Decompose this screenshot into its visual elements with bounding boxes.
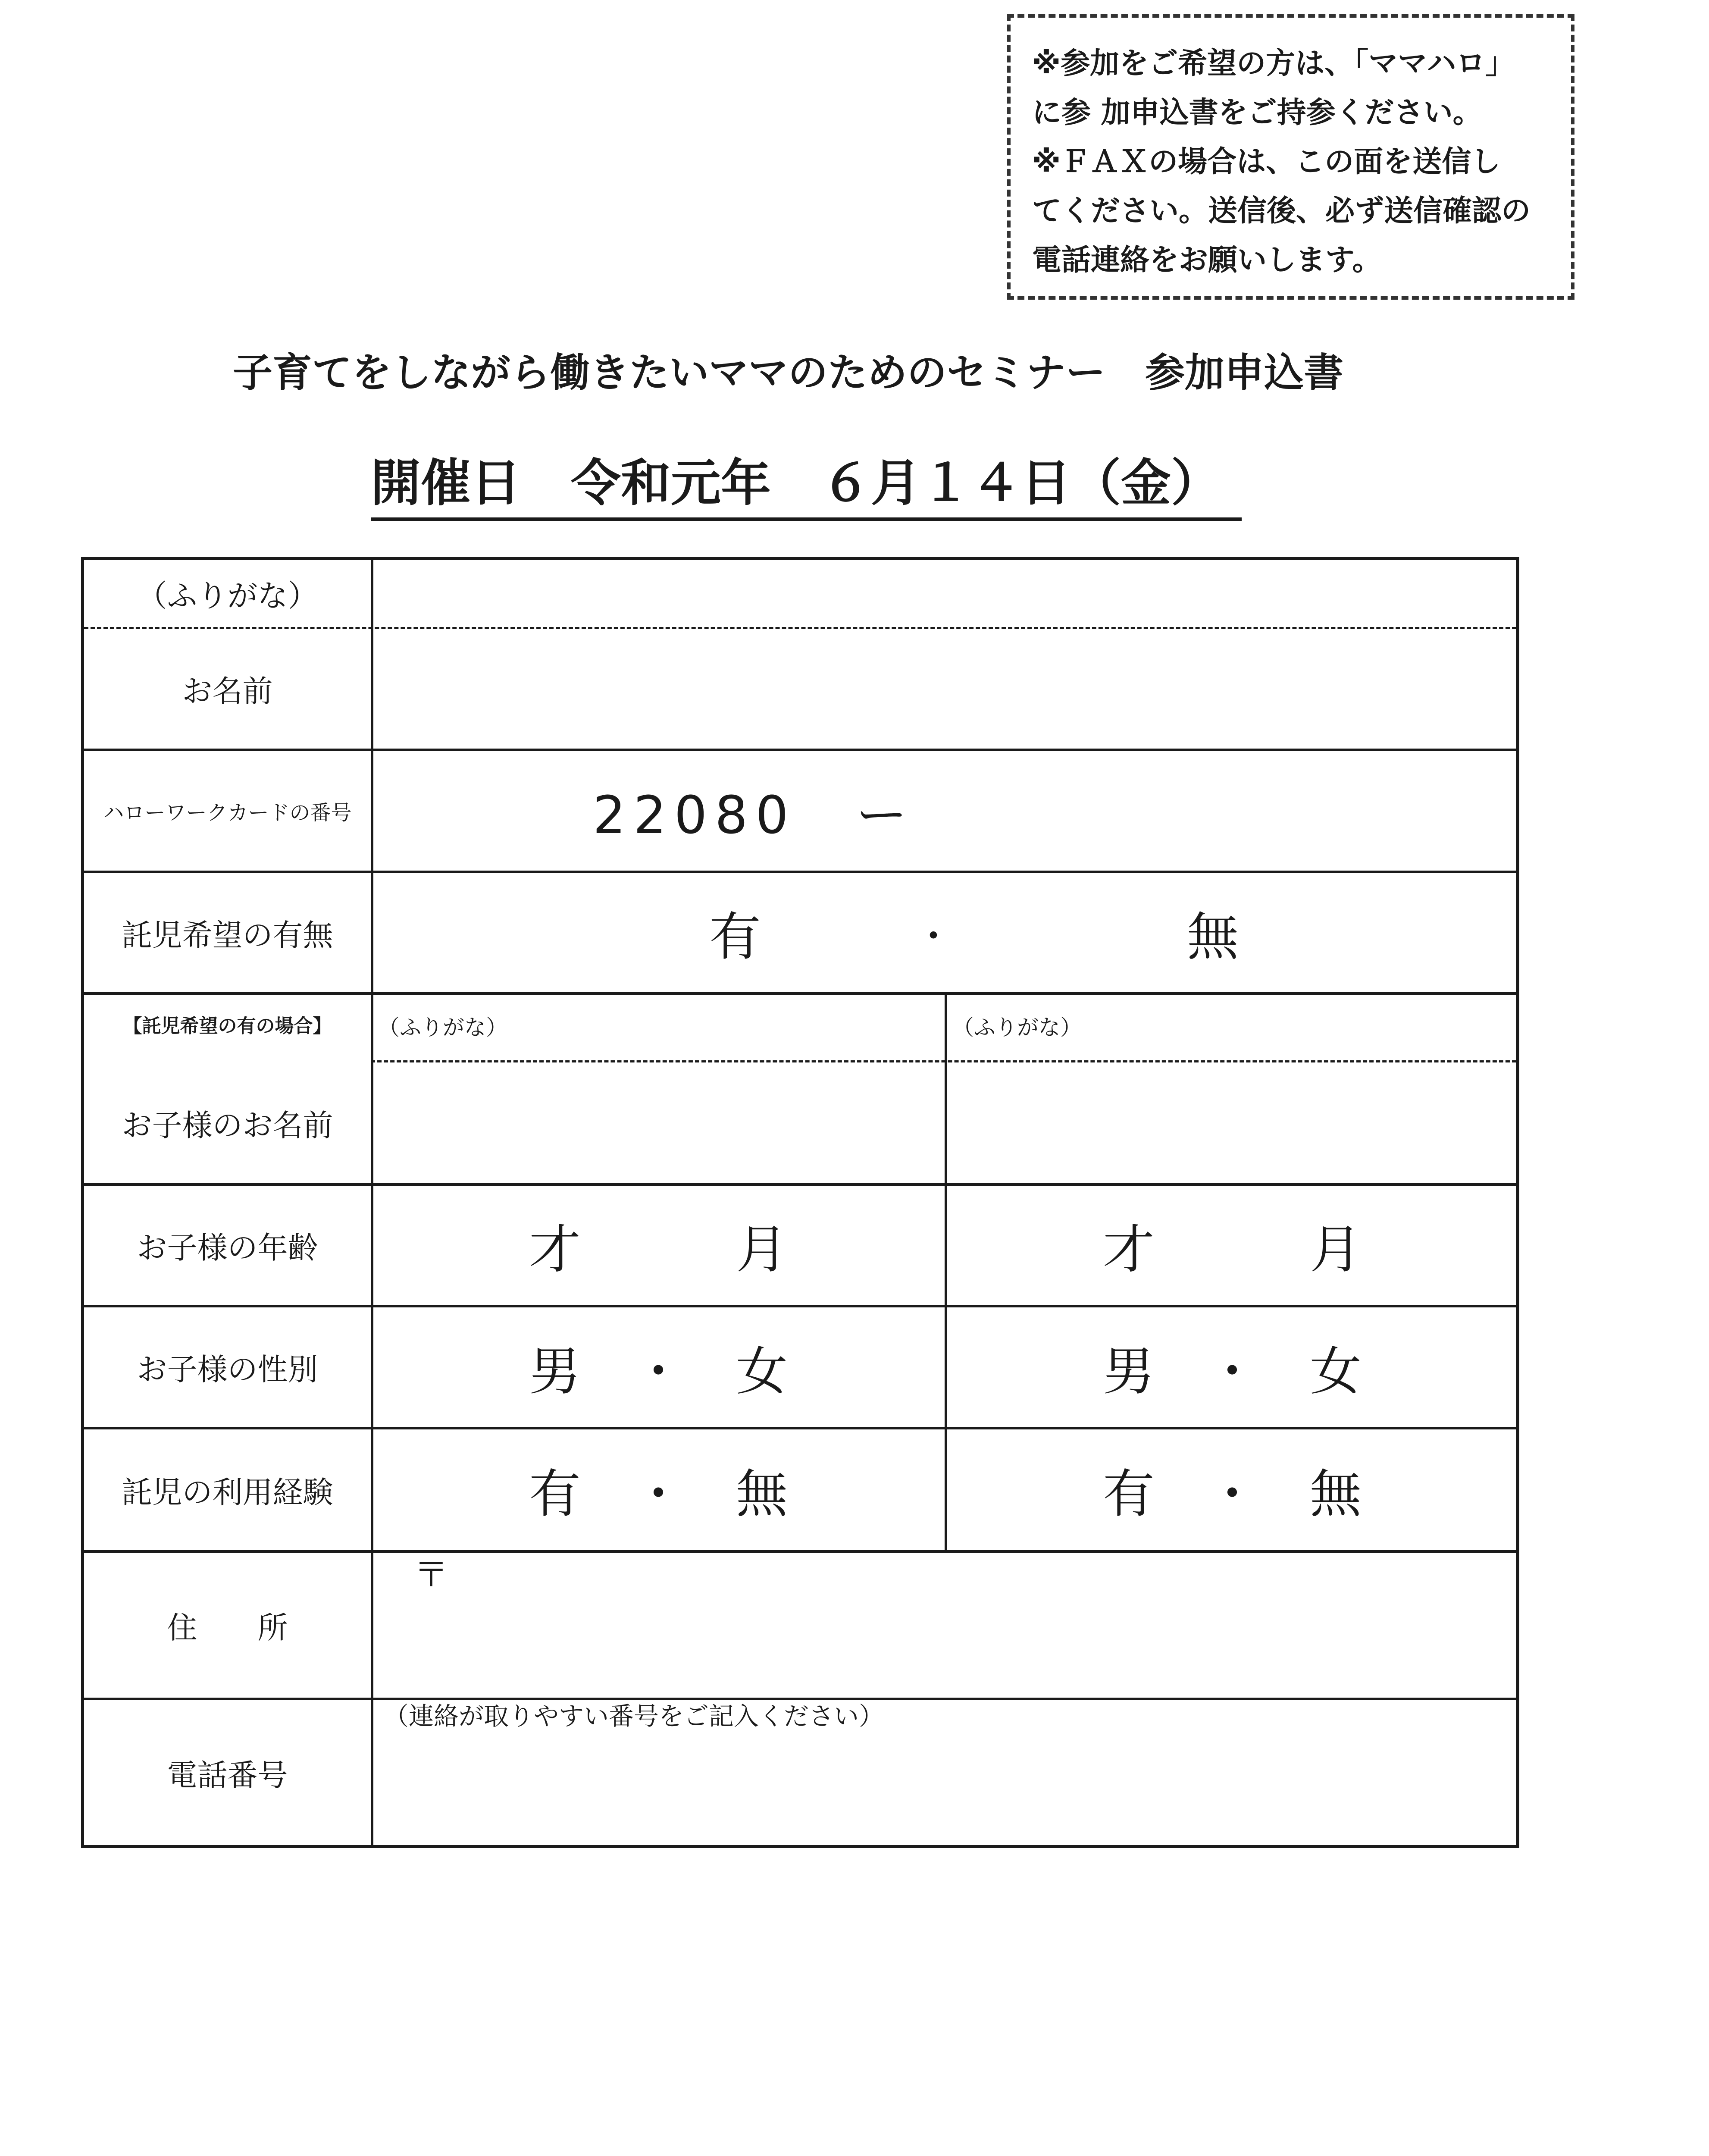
notice-line: 電話連絡をお願いします。 — [1032, 243, 1382, 277]
childcare-experience-label: 託児の利用経験 — [122, 1474, 333, 1510]
child-name-label: お子様のお名前 — [122, 1107, 333, 1143]
name-label: お名前 — [182, 674, 273, 709]
child-2-experience-field[interactable]: 有 ・ 無 — [1103, 1464, 1362, 1524]
address-input-area[interactable] — [374, 1595, 1516, 1698]
child-1-name-input-area[interactable] — [374, 1062, 943, 1183]
card-number-value[interactable]: 22080 ー — [593, 785, 915, 846]
child-2-age-field[interactable]: 才 月 — [1103, 1220, 1362, 1280]
child-column-divider — [945, 995, 947, 1553]
child-1-gender-field[interactable]: 男 ・ 女 — [529, 1341, 788, 1402]
notice-line: てください。送信後、必ず送信確認の — [1032, 194, 1531, 228]
furigana-label: （ふりがな） — [137, 578, 318, 614]
phone-label: 電話番号 — [167, 1757, 288, 1793]
phone-input-area[interactable] — [374, 1733, 1516, 1845]
event-date: 開催日 令和元年 ６月１４日（金） — [371, 451, 1242, 521]
child-2-gender-field[interactable]: 男 ・ 女 — [1103, 1341, 1362, 1402]
label-column-divider — [371, 560, 373, 1845]
child-age-label: お子様の年齢 — [137, 1230, 318, 1266]
furigana-input-area[interactable] — [374, 560, 1516, 627]
childcare-wish-label: 託児希望の有無 — [122, 917, 333, 953]
postal-mark-icon: 〒 — [414, 1554, 448, 1595]
notice-line: に参 加申込書をご持参ください。 — [1032, 96, 1482, 130]
child-1-furigana-hint: （ふりがな） — [378, 1015, 507, 1040]
child-2-furigana-hint: （ふりがな） — [952, 1015, 1082, 1040]
childcare-separator: ・ — [914, 914, 953, 959]
childcare-yes-option[interactable]: 有 — [709, 907, 761, 967]
application-form — [81, 557, 1519, 1848]
form-title: 子育てをしながら働きたいママのためのセミナー 参加申込書 — [233, 350, 1344, 396]
notice-line: ※参加をご希望の方は、「ママハロ」 — [1032, 47, 1515, 81]
notice-line: ※ＦＡＸの場合は、この面を送信し — [1032, 145, 1501, 179]
childcare-case-label: 【託児希望の有の場合】 — [123, 1015, 332, 1037]
name-input-area[interactable] — [374, 629, 1516, 749]
child-1-experience-field[interactable]: 有 ・ 無 — [529, 1464, 788, 1524]
notice-box — [1007, 14, 1574, 300]
child-2-name-input-area[interactable] — [948, 1062, 1516, 1183]
childcare-no-option[interactable]: 無 — [1187, 907, 1239, 967]
address-label: 住 所 — [167, 1610, 288, 1645]
card-number-label: ハローワークカードの番号 — [103, 801, 352, 825]
child-1-age-field[interactable]: 才 月 — [529, 1220, 788, 1280]
phone-hint: （連絡が取りやすい番号をご記入ください） — [384, 1702, 884, 1731]
child-gender-label: お子様の性別 — [137, 1352, 318, 1387]
